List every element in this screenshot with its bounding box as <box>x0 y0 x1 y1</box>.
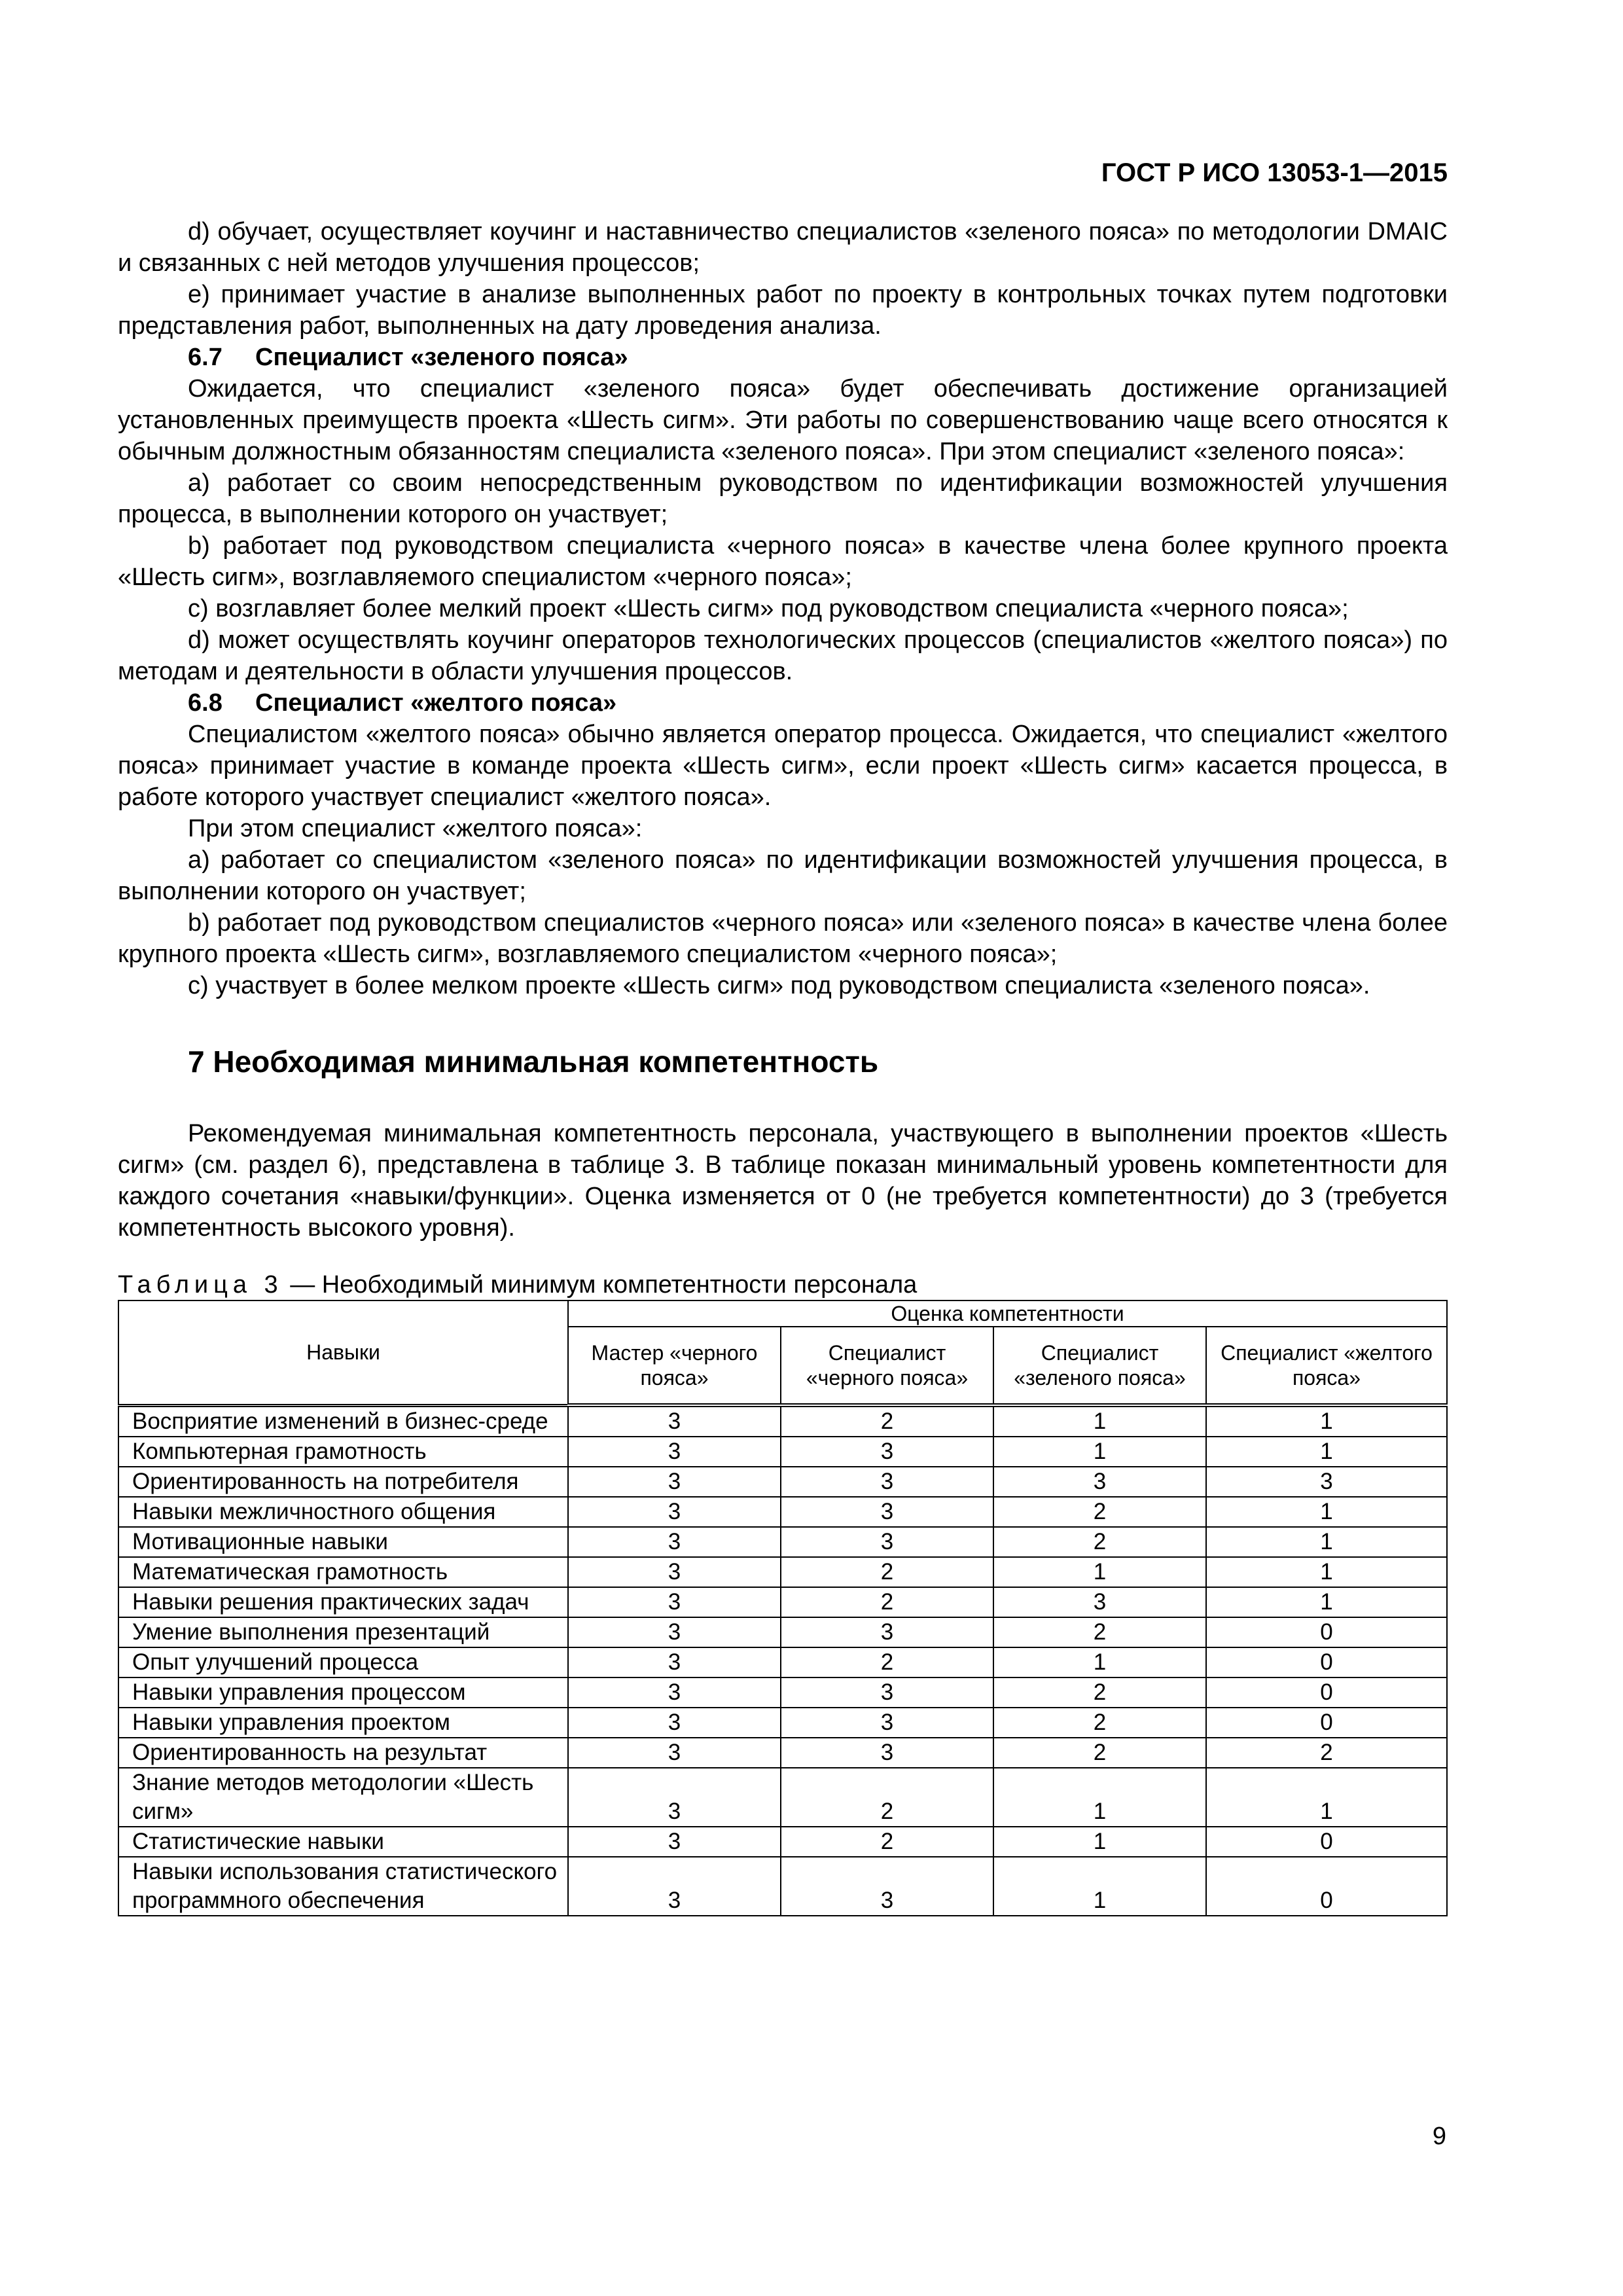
header-column: Специалист «зеленого пояса» <box>993 1327 1206 1405</box>
score-cell: 1 <box>1206 1557 1447 1587</box>
score-cell: 3 <box>568 1708 781 1738</box>
paragraph-item-d: d) обучает, осуществляет коучинг и наставничество специалистов «зеленого пояса» по методологии DMAIC и связанных с ней методов улучшения процессов; <box>118 218 1448 277</box>
header-column: Мастер «черного пояса» <box>568 1327 781 1405</box>
score-cell: 2 <box>993 1708 1206 1738</box>
score-cell: 2 <box>781 1827 993 1857</box>
table-body <box>118 1405 1447 1916</box>
paragraph-6-7-intro: Ожидается, что специалист «зеленого пояса» будет обеспечивать достижение организацией установленных преимуществ проекта «Шесть сигм». Эти работы по совершенствованию чаще всего относятся к обычным должностным обязанностям специалиста «зеленого пояса». При этом специалист «зеленого пояса»: <box>118 375 1448 465</box>
body-text <box>118 216 1448 1244</box>
score-cell: 3 <box>568 1405 781 1437</box>
table-row <box>118 1768 1447 1827</box>
score-cell: 3 <box>993 1467 1206 1497</box>
table-row <box>118 1437 1447 1467</box>
heading-title: Специалист «желтого пояса» <box>255 689 617 717</box>
score-cell: 3 <box>781 1677 993 1708</box>
score-cell: 3 <box>568 1557 781 1587</box>
score-cell: 1 <box>1206 1527 1447 1557</box>
score-cell: 3 <box>781 1527 993 1557</box>
score-cell: 2 <box>781 1587 993 1617</box>
score-cell: 3 <box>568 1527 781 1557</box>
table-row <box>118 1827 1447 1857</box>
score-cell: 3 <box>781 1497 993 1527</box>
score-cell: 3 <box>781 1467 993 1497</box>
score-cell: 1 <box>1206 1768 1447 1827</box>
table-row <box>118 1497 1447 1527</box>
score-cell: 2 <box>781 1557 993 1587</box>
table-caption-text: — Необходимый минимум компетентности персонала <box>283 1271 918 1299</box>
skill-cell: Ориентированность на результат <box>118 1738 568 1768</box>
score-cell: 1 <box>1206 1437 1447 1467</box>
score-cell: 3 <box>568 1647 781 1677</box>
score-cell: 1 <box>993 1405 1206 1437</box>
paragraph-6-7-item-a: a) работает со своим непосредственным руководством по идентификации возможностей улучшения процесса, в выполнении которого он участвует; <box>118 469 1448 528</box>
score-cell: 3 <box>781 1738 993 1768</box>
paragraph-6-7-item-d: d) может осуществлять коучинг операторов технологических процессов (специалистов «желтого пояса») по методам и деятельности в области улучшения процессов. <box>118 626 1448 685</box>
paragraph-6-8-item-c: c) участвует в более мелком проекте «Шесть сигм» под руководством специалиста «зеленого пояса». <box>188 972 1370 999</box>
table-row <box>118 1617 1447 1647</box>
paragraph-item-e: e) принимает участие в анализе выполненных работ по проекту в контрольных точках путем подготовки представления работ, выполненных на дату лроведения анализа. <box>118 281 1448 340</box>
score-cell: 1 <box>993 1437 1206 1467</box>
skill-cell: Навыки межличностного общения <box>118 1497 568 1527</box>
score-cell: 2 <box>781 1768 993 1827</box>
score-cell: 2 <box>781 1647 993 1677</box>
score-cell: 3 <box>781 1857 993 1916</box>
score-cell: 1 <box>1206 1587 1447 1617</box>
score-cell: 2 <box>993 1497 1206 1527</box>
table-row <box>118 1677 1447 1708</box>
table-row <box>118 1527 1447 1557</box>
skill-cell: Навыки управления процессом <box>118 1677 568 1708</box>
score-cell: 3 <box>781 1708 993 1738</box>
score-cell: 1 <box>993 1557 1206 1587</box>
paragraph-6-8-intro2: При этом специалист «желтого пояса»: <box>188 815 643 842</box>
score-cell: 3 <box>1206 1467 1447 1497</box>
score-cell: 2 <box>781 1405 993 1437</box>
score-cell: 1 <box>993 1827 1206 1857</box>
header-column: Специалист «черного пояса» <box>781 1327 993 1405</box>
score-cell: 3 <box>993 1587 1206 1617</box>
heading-6-7 <box>118 342 1448 373</box>
paragraph-6-8-item-b: b) работает под руководством специалистов «черного пояса» или «зеленого пояса» в качестве члена более крупного проекта «Шесть сигм», возглавляемого специалистом «черного пояса»; <box>118 909 1448 968</box>
score-cell: 3 <box>568 1467 781 1497</box>
paragraph-6-7-item-c: c) возглавляет более мелкий проект «Шесть сигм» под руководством специалиста «черного пояса»; <box>188 595 1349 622</box>
score-cell: 1 <box>1206 1405 1447 1437</box>
score-cell: 3 <box>781 1437 993 1467</box>
skill-cell: Навыки решения практических задач <box>118 1587 568 1617</box>
paragraph-6-7-item-b: b) работает под руководством специалиста «черного пояса» в качестве члена более крупного проекта «Шесть сигм», возглавляемого специалистом «черного пояса»; <box>118 532 1448 591</box>
heading-title: Специалист «зеленого пояса» <box>255 344 628 371</box>
table-row <box>118 1708 1447 1738</box>
score-cell: 0 <box>1206 1708 1447 1738</box>
score-cell: 1 <box>993 1857 1206 1916</box>
score-cell: 0 <box>1206 1617 1447 1647</box>
table-row <box>118 1857 1447 1916</box>
standard-designation: ГОСТ Р ИСО 13053-1—2015 <box>1101 158 1448 187</box>
score-cell: 0 <box>1206 1827 1447 1857</box>
table-caption <box>118 1271 1448 1299</box>
score-cell: 2 <box>993 1738 1206 1768</box>
score-cell: 3 <box>568 1617 781 1647</box>
table-row <box>118 1557 1447 1587</box>
table-row <box>118 1647 1447 1677</box>
score-cell: 3 <box>781 1617 993 1647</box>
heading-number: 6.7 <box>188 344 223 371</box>
score-cell: 2 <box>1206 1738 1447 1768</box>
heading-6-8 <box>118 687 1448 719</box>
score-cell: 3 <box>568 1437 781 1467</box>
table-row <box>118 1587 1447 1617</box>
skill-cell: Навыки использования статистического программного обеспечения <box>118 1857 568 1916</box>
score-cell: 1 <box>1206 1497 1447 1527</box>
score-cell: 0 <box>1206 1647 1447 1677</box>
skill-cell: Знание методов методологии «Шесть сигм» <box>118 1768 568 1827</box>
score-cell: 0 <box>1206 1857 1447 1916</box>
score-cell: 2 <box>993 1617 1206 1647</box>
section-7-title: 7 Необходимая минимальная компетентность <box>188 1045 879 1079</box>
header-group: Оценка компетентности <box>568 1300 1447 1327</box>
skill-cell: Ориентированность на потребителя <box>118 1467 568 1497</box>
skill-cell: Математическая грамотность <box>118 1557 568 1587</box>
table-row <box>118 1738 1447 1768</box>
score-cell: 3 <box>568 1677 781 1708</box>
score-cell: 3 <box>568 1827 781 1857</box>
competence-table <box>118 1300 1448 1916</box>
score-cell: 1 <box>993 1647 1206 1677</box>
header-column: Специалист «желтого пояса» <box>1206 1327 1447 1405</box>
heading-number: 6.8 <box>188 689 223 717</box>
table-caption-label: Таблица 3 <box>118 1271 283 1299</box>
skill-cell: Компьютерная грамотность <box>118 1437 568 1467</box>
skill-cell: Опыт улучшений процесса <box>118 1647 568 1677</box>
paragraph-6-8-intro: Специалистом «желтого пояса» обычно является оператор процесса. Ожидается, что специалист «желтого пояса» принимает участие в команде проекта «Шесть сигм», если проект «Шесть сигм» касается процесса, в работе которого участвует специалист «желтого пояса». <box>118 721 1448 811</box>
table-row <box>118 1467 1447 1497</box>
skill-cell: Мотивационные навыки <box>118 1527 568 1557</box>
skill-cell: Навыки управления проектом <box>118 1708 568 1738</box>
score-cell: 3 <box>568 1768 781 1827</box>
score-cell: 3 <box>568 1587 781 1617</box>
skill-cell: Восприятие изменений в бизнес-среде <box>118 1405 568 1437</box>
score-cell: 1 <box>993 1768 1206 1827</box>
score-cell: 2 <box>993 1527 1206 1557</box>
paragraph-6-8-item-a: a) работает со специалистом «зеленого пояса» по идентификации возможностей улучшения процесса, в выполнении которого он участвует; <box>118 846 1448 905</box>
score-cell: 0 <box>1206 1677 1447 1708</box>
skill-cell: Статистические навыки <box>118 1827 568 1857</box>
score-cell: 2 <box>993 1677 1206 1708</box>
table-row <box>118 1405 1447 1437</box>
score-cell: 3 <box>568 1738 781 1768</box>
section-7-paragraph: Рекомендуемая минимальная компетентность персонала, участвующего в выполнении проектов «Шесть сигм» (см. раздел 6), представлена в таблице 3. В таблице показан минимальный уровень компетентности для каждого сочетания «навыки/функции». Оценка изменяется от 0 (не требуется компетентности) до 3 (требуется компетентность высокого уровня). <box>118 1120 1448 1242</box>
page-number: 9 <box>1432 2123 1446 2150</box>
score-cell: 3 <box>568 1857 781 1916</box>
header-skills: Навыки <box>118 1300 568 1405</box>
score-cell: 3 <box>568 1497 781 1527</box>
skill-cell: Умение выполнения презентаций <box>118 1617 568 1647</box>
